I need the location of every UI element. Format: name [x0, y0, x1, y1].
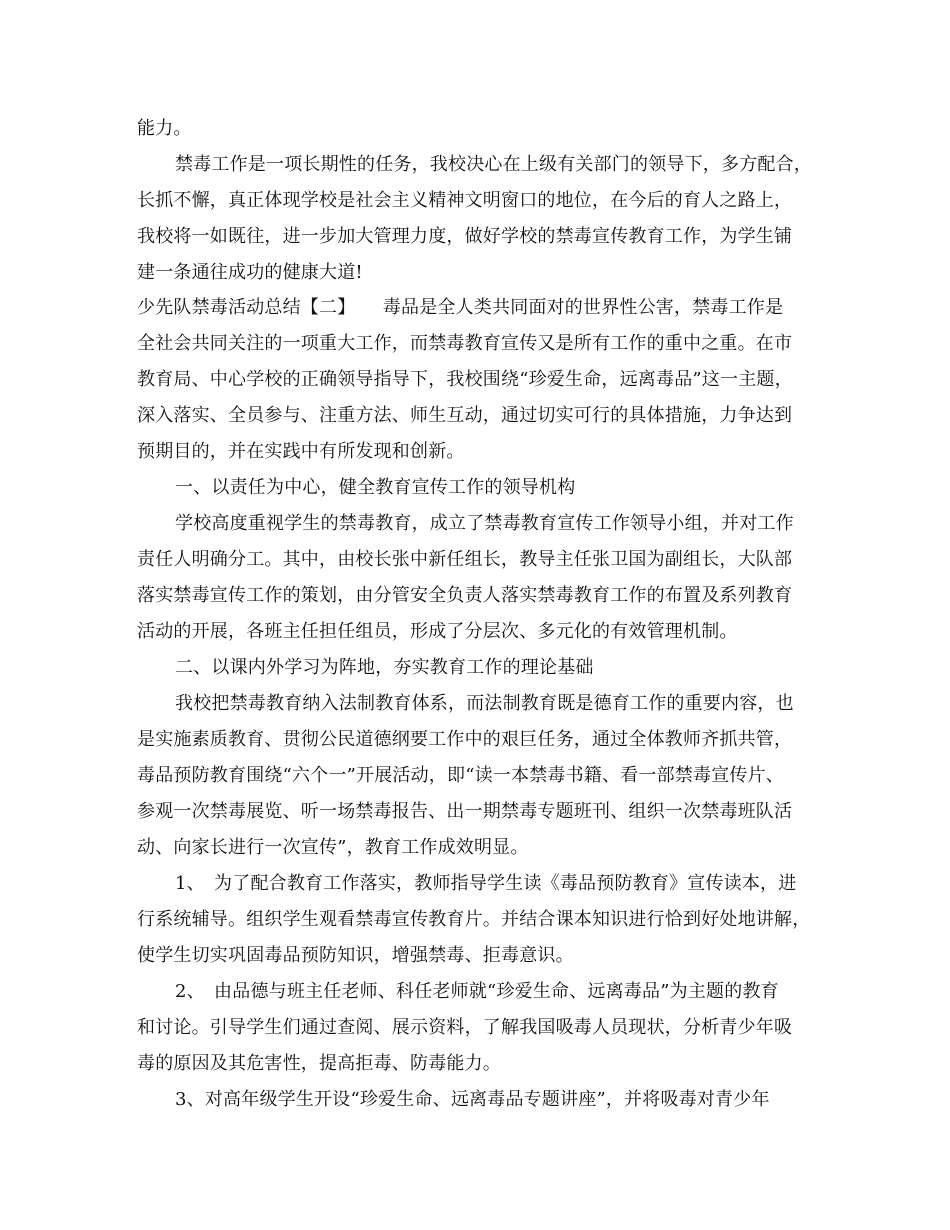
text-line: 和讨论。引导学生们通过查阅、展示资料，了解我国吸毒人员现状，分析青少年吸: [137, 1017, 793, 1038]
text-line: 全社会共同关注的一项重大工作，而禁毒教育宣传又是所有工作的重中之重。在市: [137, 333, 793, 354]
subheading-line: 二、以课内外学习为阵地，夯实教育工作的理论基础: [175, 657, 594, 678]
text-line: 我校把禁毒教育纳入法制教育体系，而法制教育既是德育工作的重要内容，也: [175, 693, 794, 714]
text-line: 活动的开展，各班主任担任组员，形成了分层次、多元化的有效管理机制。: [137, 621, 738, 642]
text-line: 长抓不懈，真正体现学校是社会主义精神文明窗口的地位，在今后的育人之路上，: [137, 190, 793, 211]
text-line: 2、 由品德与班主任老师、科任老师就“珍爱生命、远离毒品”为主题的教育: [175, 981, 779, 1002]
text-line: 预期目的，并在实践中有所发现和创新。: [137, 441, 465, 462]
text-line: 我校将一如既往，进一步加大管理力度，做好学校的禁毒宣传教育工作，为学生铺: [137, 226, 793, 247]
text-line: 学校高度重视学生的禁毒教育，成立了禁毒教育宣传工作领导小组，并对工作: [175, 513, 794, 534]
text-line: 责任人明确分工。其中，由校长张中新任组长，教导主任张卫国为副组长，大队部: [137, 549, 793, 570]
text-line: 毒品预防教育围绕“六个一”开展活动，即“读一本禁毒书籍、看一部禁毒宣传片、: [137, 765, 785, 786]
text-line: 3、对高年级学生开设“珍爱生命、远离毒品专题讲座”，并将吸毒对青少年: [175, 1089, 770, 1110]
text-line: 动、向家长进行一次宣传”，教育工作成效明显。: [137, 837, 529, 858]
text-line: 禁毒工作是一项长期性的任务，我校决心在上级有关部门的领导下，多方配合，: [175, 154, 812, 175]
text-line: 毒的原因及其危害性，提高拒毒、防毒能力。: [137, 1053, 501, 1074]
text-line: 是实施素质教育、贯彻公民道德纲要工作中的艰巨任务，通过全体教师齐抓共管，: [137, 729, 793, 750]
text-line: 落实禁毒宣传工作的策划，由分管安全负责人落实禁毒教育工作的布置及系列教育: [137, 585, 793, 606]
text-line: 参观一次禁毒展览、听一场禁毒报告、出一期禁毒专题班刊、组织一次禁毒班队活: [137, 801, 793, 822]
text-line: 行系统辅导。组织学生观看禁毒宣传教育片。并结合课本知识进行恰到好处地讲解，: [137, 909, 811, 930]
text-line: 1、 为了配合教育工作落实，教师指导学生读《毒品预防教育》宣传读本，进: [175, 873, 797, 894]
text-line: 深入落实、全员参与、注重方法、师生互动，通过切实可行的具体措施，力争达到: [137, 405, 793, 426]
section-heading-line: 少先队禁毒活动总结【二】 毒品是全人类共同面对的世界性公害，禁毒工作是: [137, 297, 784, 318]
text-line: 使学生切实巩固毒品预防知识，增强禁毒、拒毒意识。: [137, 945, 574, 966]
subheading-line: 一、以责任为中心，健全教育宣传工作的领导机构: [175, 477, 576, 498]
text-line: 教育局、中心学校的正确领导指导下，我校围绕“珍爱生命，远离毒品”这一主题，: [137, 369, 793, 390]
text-line: 建一条通往成功的健康大道!: [137, 262, 363, 283]
text-line: 能力。: [137, 118, 192, 139]
